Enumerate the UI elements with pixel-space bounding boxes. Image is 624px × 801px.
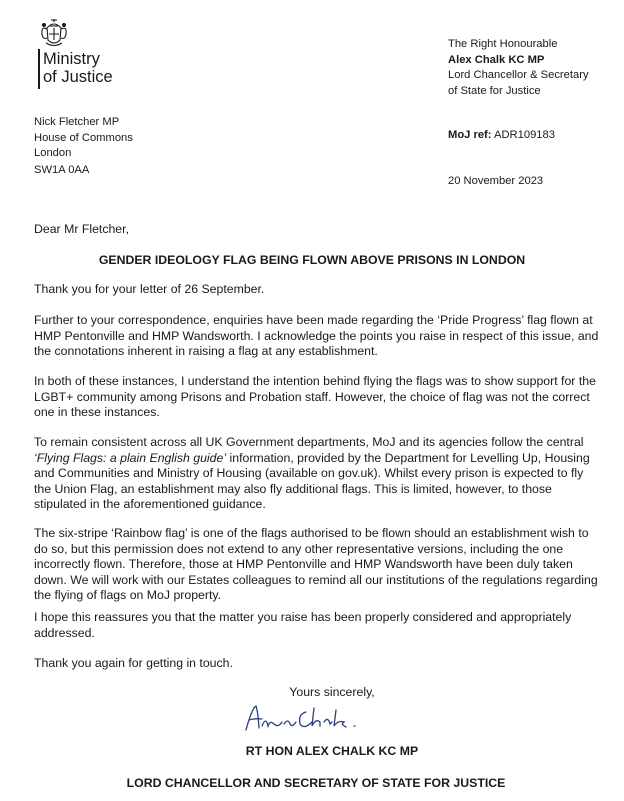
- recipient-line-2: House of Commons: [34, 131, 133, 144]
- signatory-title: LORD CHANCELLOR AND SECRETARY OF STATE FOR JUSTICE: [126, 776, 506, 790]
- paragraph-4: [34, 435, 600, 513]
- sender-title-2: of State for Justice: [448, 84, 541, 97]
- logo-divider: [38, 49, 40, 89]
- letter-heading: GENDER IDEOLOGY FLAG BEING FLOWN ABOVE PRISONS IN LONDON: [98, 253, 526, 267]
- letter-date: 20 November 2023: [448, 175, 544, 187]
- paragraph-4-end: information, provided by the Department for Levelling Up, Housing and Communities and Ministry of Housing (available on gov.uk). Whilst every prison is expected to fly the Union Flag, an establishment may also fly additional flags. This is limited, however, to those stipulated in the aforementioned guidance.: [34, 450, 590, 511]
- recipient-name: Nick Fletcher MP: [34, 116, 120, 128]
- paragraph-4-start: To remain consistent across all UK Government departments, MoJ and its agencies follow the central: [34, 435, 584, 449]
- paragraph-3: In both of these instances, I understand the intention behind flying the flags was to show support for the LGBT+ community among Prisons and Probation staff. However, the choice of flag was not the correct one in these instances.: [34, 374, 596, 419]
- signatory-name: RT HON ALEX CHALK KC MP: [245, 744, 419, 758]
- reference-value: ADR109183: [494, 129, 555, 141]
- reference: [448, 128, 555, 144]
- paragraph-1: Thank you for your letter of 26 September.: [34, 282, 265, 296]
- salutation: Dear Mr Fletcher,: [34, 222, 129, 236]
- logo-line-1: Ministry: [43, 50, 100, 68]
- logo-line-2: of Justice: [43, 68, 113, 86]
- recipient-postcode: SW1A 0AA: [34, 163, 90, 176]
- sender-name: Alex Chalk KC MP: [448, 53, 545, 66]
- ministry-logo: [38, 16, 138, 86]
- sender-block: [448, 37, 608, 99]
- recipient-address: [34, 115, 133, 178]
- paragraph-5: The six-stripe ‘Rainbow flag’ is one of the flags authorised to be flown should an establishment wish to do so, but this permission does not extend to any other representative versions, including the one incorrectly flown. Therefore, those at HMP Pentonville and HMP Wandsworth have been duly taken down. We will work with our Estates colleagues to remind all our institutions of the regulations regarding the flying of flags on MoJ property.: [34, 526, 598, 602]
- handwritten-signature: [232, 700, 382, 736]
- royal-crest-icon: [38, 16, 70, 50]
- sender-title-1: Lord Chancellor & Secretary: [448, 69, 589, 81]
- paragraph-7: Thank you again for getting in touch.: [34, 656, 233, 670]
- logo-wordmark: [43, 50, 113, 86]
- recipient-line-3: London: [34, 147, 72, 159]
- closing: Yours sincerely,: [289, 685, 375, 699]
- paragraph-2: Further to your correspondence, enquiries have been made regarding the ‘Pride Progress’ flag flown at HMP Pentonville and HMP Wandsworth. I acknowledge the points you raise in respect of this issue, and the connotations inherent in raising a flag at any establishment.: [34, 313, 599, 358]
- paragraph-6: I hope this reassures you that the matter you raise has been properly considered and appropriately addressed.: [34, 610, 572, 640]
- guide-title: ‘Flying Flags: a plain English guide’: [34, 450, 227, 465]
- sender-honorific: The Right Honourable: [448, 38, 558, 50]
- reference-label: MoJ ref:: [448, 129, 492, 141]
